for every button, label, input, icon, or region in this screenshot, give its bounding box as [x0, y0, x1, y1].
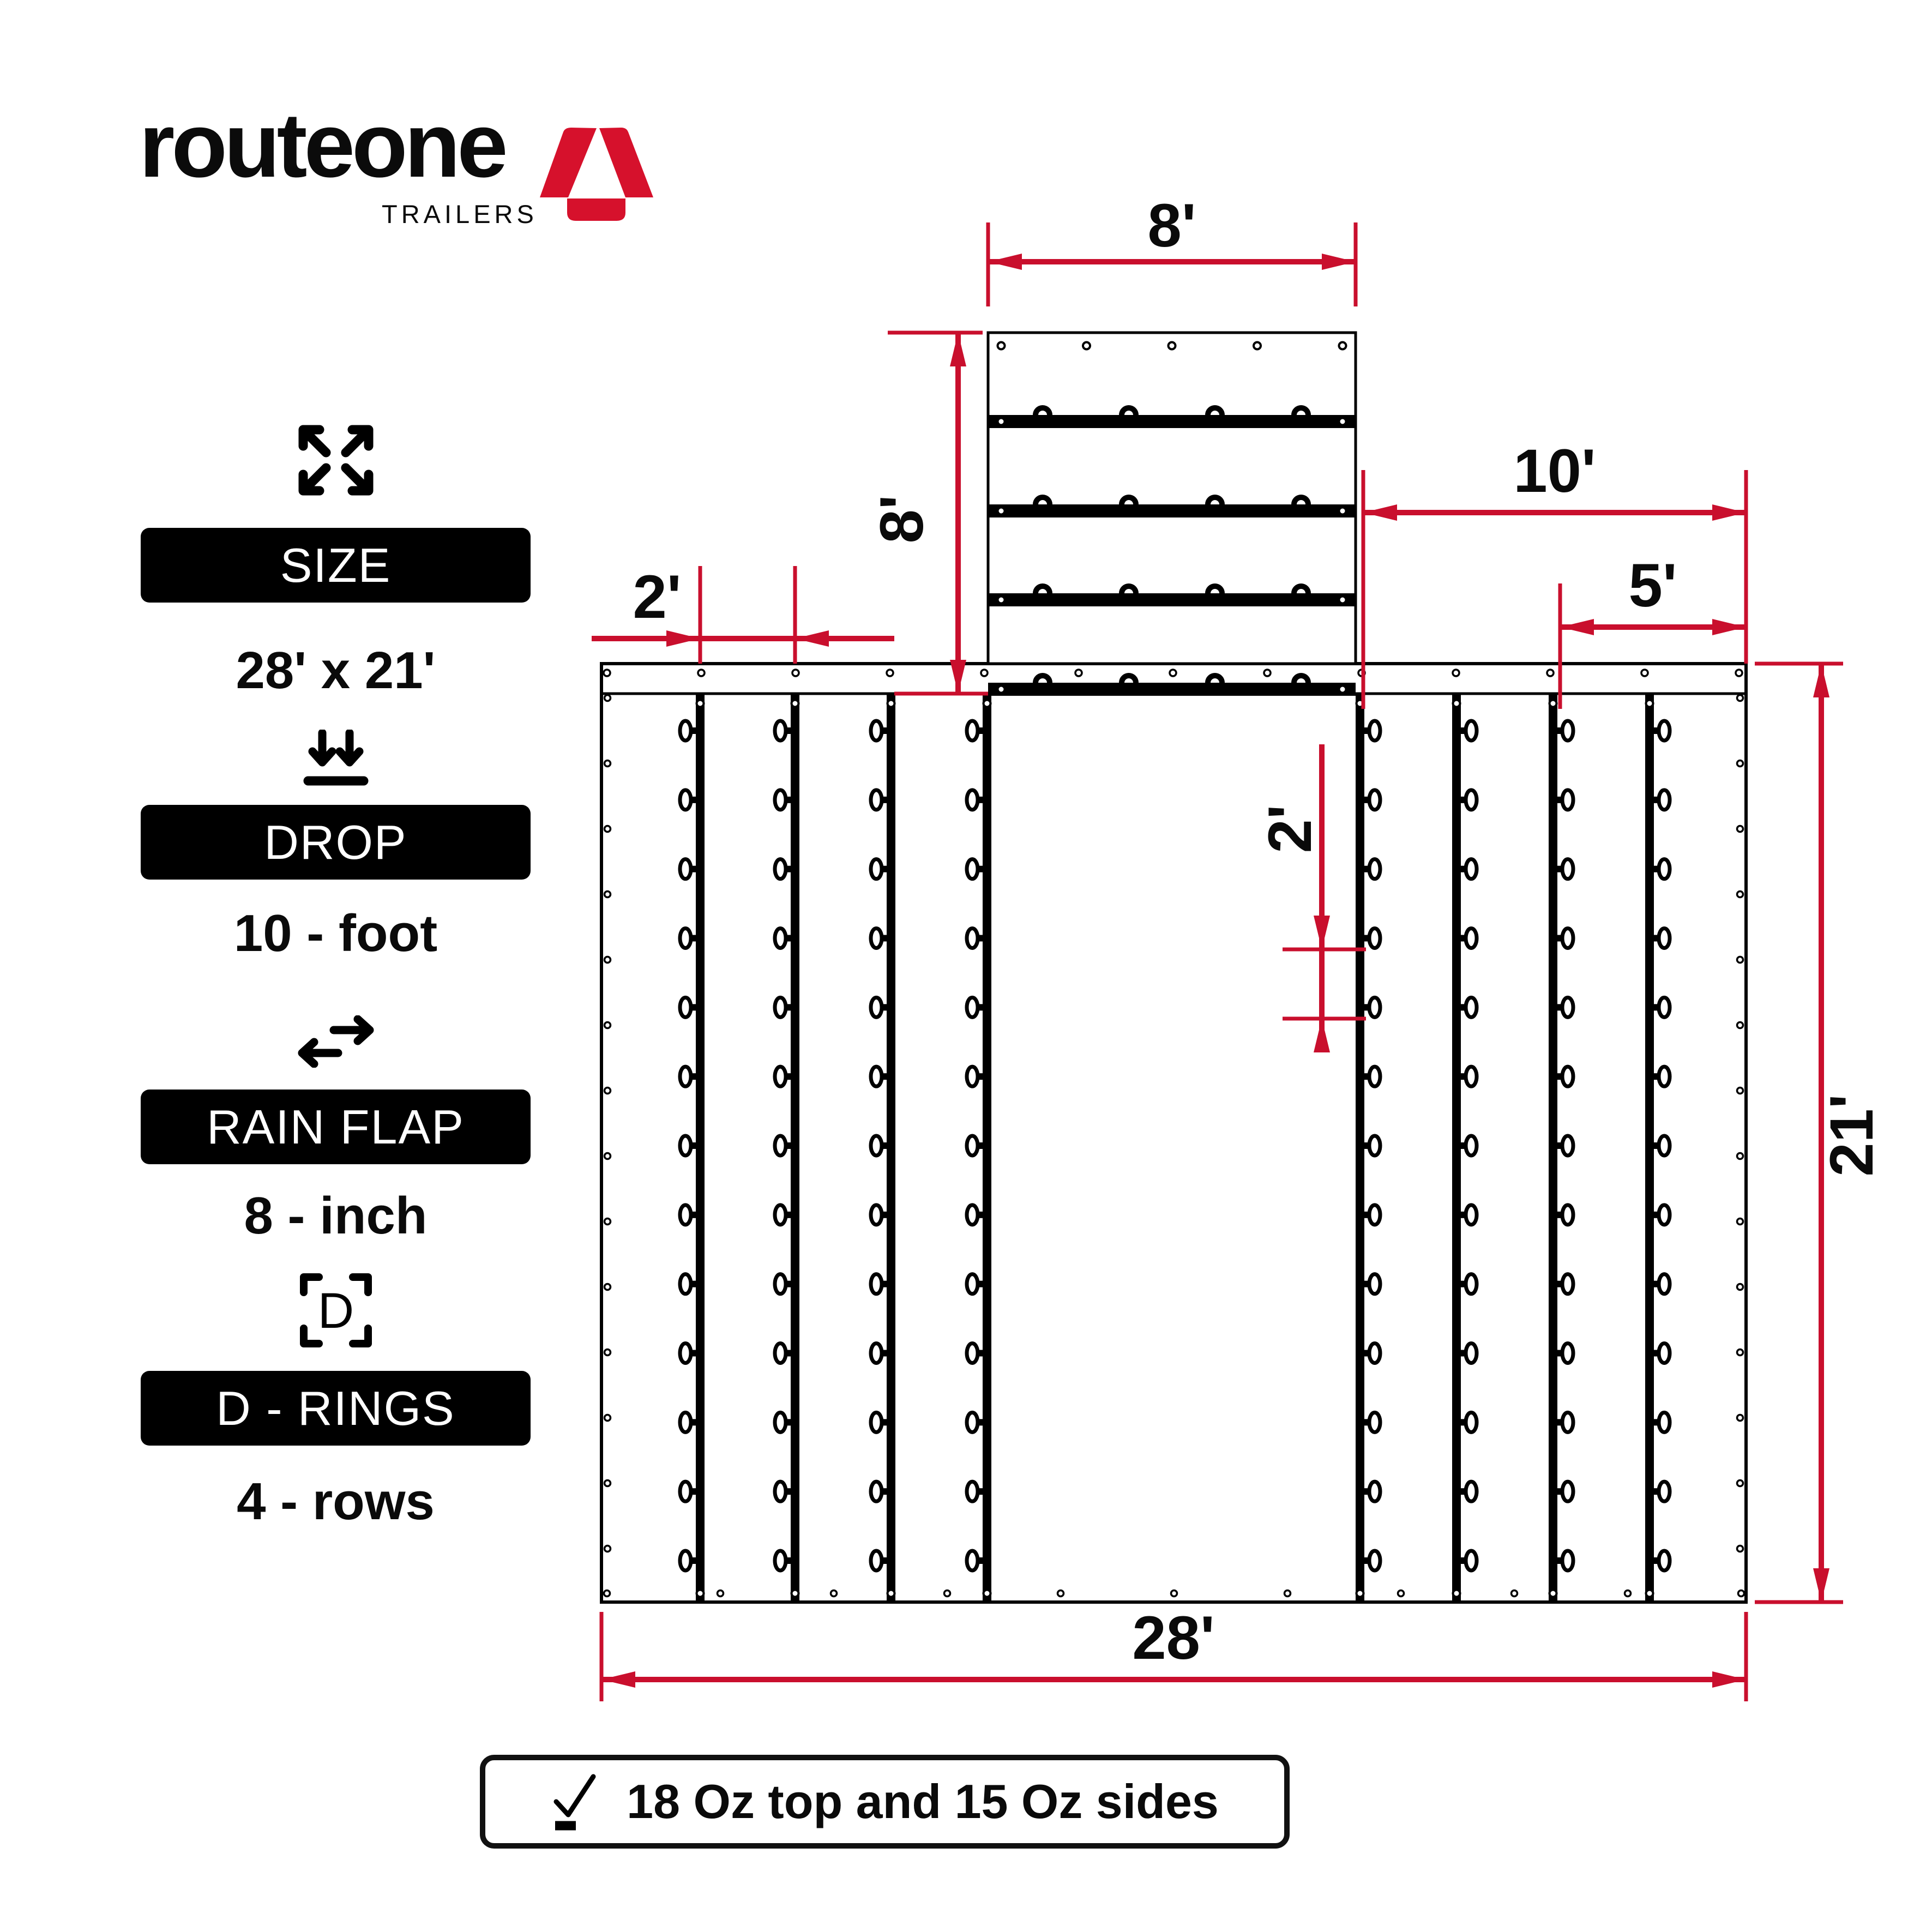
- grommet: [1737, 1153, 1743, 1159]
- material-note: [480, 1755, 1290, 1849]
- grommet: [1737, 761, 1743, 767]
- d-ring-letter: D: [317, 1283, 354, 1339]
- grommet: [605, 957, 611, 963]
- grommet: [604, 670, 610, 676]
- rain-flap-badge: RAIN FLAP: [141, 1090, 531, 1164]
- grommet: [697, 700, 704, 707]
- dimension-tarp-width: [601, 1604, 1746, 1701]
- dimension-label-tarp-height: 21': [1817, 1094, 1886, 1177]
- dimension-label-right-inner: 5': [1628, 551, 1677, 619]
- dimension-label-bar-spacing: 2': [633, 563, 682, 631]
- dimension-bar-spacing: [592, 563, 894, 664]
- dimension-arrowhead: [1322, 254, 1356, 270]
- grommet: [1339, 342, 1346, 350]
- grommet: [1737, 1546, 1743, 1552]
- d-rings-value: 4 - rows: [237, 1472, 435, 1531]
- grommet: [1737, 695, 1743, 701]
- grommet: [1737, 1022, 1743, 1028]
- grommet: [1075, 670, 1082, 676]
- grommet: [605, 1284, 611, 1290]
- grommet: [1737, 892, 1743, 898]
- dimension-label-tarp-width: 28': [1132, 1604, 1215, 1672]
- grommet: [1058, 1591, 1064, 1597]
- grommet: [1171, 1591, 1177, 1597]
- grommet: [605, 695, 611, 701]
- dimension-arrowhead: [1712, 619, 1746, 635]
- dimension-arrowhead: [795, 630, 829, 647]
- grommet: [984, 1590, 991, 1597]
- grommet: [697, 1590, 704, 1597]
- grommet: [1453, 670, 1459, 676]
- grommet: [998, 508, 1005, 515]
- grommet: [605, 761, 611, 767]
- grommet: [1357, 1590, 1364, 1597]
- grommet: [605, 1153, 611, 1159]
- grommet: [792, 700, 799, 707]
- dimension-arrowhead: [1712, 504, 1746, 521]
- grommet: [698, 670, 705, 676]
- grommet: [1737, 1415, 1743, 1421]
- grommet: [1736, 670, 1742, 676]
- grommet: [888, 700, 895, 707]
- d-rings-badge: D - RINGS: [141, 1371, 531, 1446]
- grommet: [605, 1219, 611, 1225]
- grommet: [1339, 508, 1346, 515]
- dimension-label-flap-height: 8': [868, 495, 936, 544]
- grommet: [1550, 700, 1557, 707]
- brand-subtitle: TRAILERS: [382, 200, 538, 228]
- grommet: [998, 686, 1005, 693]
- grommet: [1453, 1590, 1460, 1597]
- dimension-tarp-height: [1755, 664, 1886, 1602]
- grommet: [605, 1350, 611, 1356]
- grommet: [1737, 1219, 1743, 1225]
- grommet: [887, 670, 893, 676]
- grommet: [1339, 686, 1346, 693]
- dimension-arrowhead: [666, 630, 700, 647]
- grommet: [831, 1591, 837, 1597]
- grommet: [998, 418, 1005, 425]
- grommet: [792, 670, 799, 676]
- grommet: [981, 670, 988, 676]
- grommet: [1646, 700, 1653, 707]
- grommet: [1339, 418, 1346, 425]
- dimension-label-flap-width: 8': [1147, 191, 1196, 260]
- size-value: 28' x 21': [236, 641, 436, 700]
- grommet: [1512, 1591, 1518, 1597]
- dimension-arrowhead: [1813, 664, 1829, 697]
- dimension-arrowhead: [1363, 504, 1397, 521]
- grommet: [1169, 342, 1176, 350]
- rain-flap-value: 8 - inch: [244, 1187, 428, 1245]
- dimension-arrowhead: [601, 1671, 635, 1688]
- grommet: [1641, 670, 1648, 676]
- grommet: [888, 1590, 895, 1597]
- grommet: [1737, 1088, 1743, 1094]
- grommet: [1737, 1480, 1743, 1486]
- material-note-text: 18 Oz top and 15 Oz sides: [627, 1774, 1219, 1828]
- grommet: [1737, 1350, 1743, 1356]
- grommet: [605, 1480, 611, 1486]
- grommet: [1398, 1591, 1404, 1597]
- grommet: [604, 1591, 610, 1597]
- grommet: [1737, 1284, 1743, 1290]
- dimension-arrowhead: [950, 333, 966, 366]
- grommet: [944, 1591, 950, 1597]
- grommet: [998, 597, 1005, 604]
- grommet: [1170, 670, 1176, 676]
- grommet: [718, 1591, 724, 1597]
- grommet: [998, 342, 1005, 350]
- top-flap-panel: [988, 333, 1356, 696]
- grommet: [1254, 342, 1261, 350]
- grommet: [1625, 1591, 1631, 1597]
- dimension-label-ring-spacing: 2': [1256, 804, 1324, 853]
- grommet: [605, 1415, 611, 1421]
- dimension-arrowhead: [988, 254, 1022, 270]
- dimension-arrowhead: [1560, 619, 1594, 635]
- grommet: [1550, 1590, 1557, 1597]
- grommet: [792, 1590, 799, 1597]
- grommet: [1453, 700, 1460, 707]
- grommet: [1737, 957, 1743, 963]
- grommet: [1285, 1591, 1291, 1597]
- grommet: [605, 1546, 611, 1552]
- grommet: [984, 700, 991, 707]
- drop-badge: DROP: [141, 805, 531, 880]
- checkmark-icon: [551, 1772, 597, 1831]
- grommet: [605, 826, 611, 832]
- dimension-arrowhead: [1813, 1568, 1829, 1602]
- grommet: [605, 892, 611, 898]
- grommet: [1737, 826, 1743, 832]
- grommet: [605, 1022, 611, 1028]
- dimension-label-right-offset: 10': [1513, 437, 1596, 505]
- grommet: [1646, 1590, 1653, 1597]
- grommet: [605, 1088, 611, 1094]
- dimension-arrowhead: [1712, 1671, 1746, 1688]
- grommet: [1083, 342, 1090, 350]
- grommet: [1339, 597, 1346, 604]
- size-badge: SIZE: [141, 528, 531, 603]
- grommet: [1264, 670, 1271, 676]
- brand-wordmark: routeone: [139, 94, 505, 196]
- drop-value: 10 - foot: [233, 904, 438, 962]
- dimension-flap-width: [988, 191, 1356, 306]
- grommet: [1547, 670, 1554, 676]
- grommet: [1738, 1591, 1744, 1597]
